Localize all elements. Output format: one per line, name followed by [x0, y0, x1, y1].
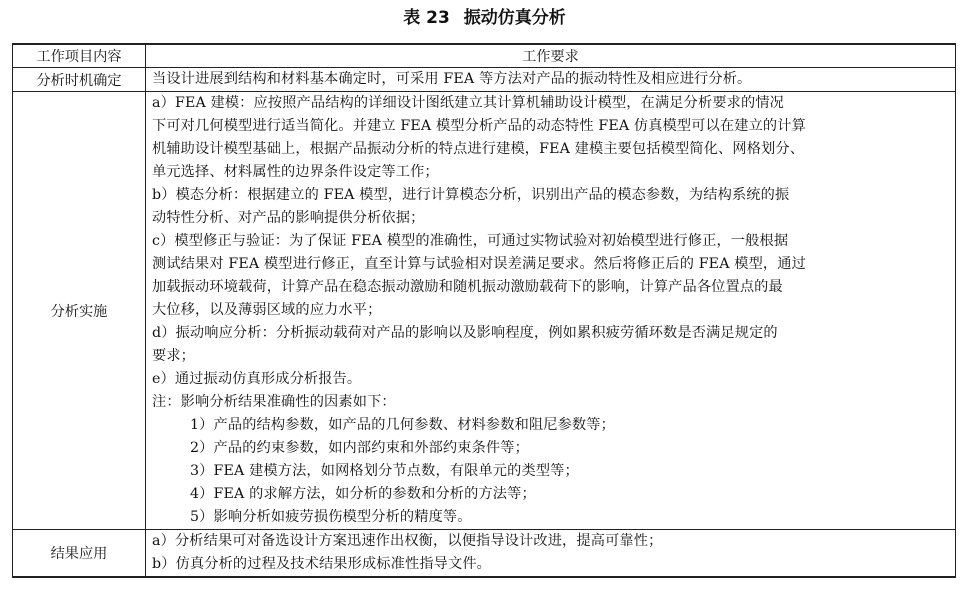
vibration-simulation-table: [12, 43, 956, 578]
table-title: 振动仿真分析: [463, 8, 566, 28]
impl-line: c）模型修正与验证：为了保证 FEA 模型的准确性，可通过实物试验对初始模型进行修正，一般根据: [152, 233, 789, 249]
impl-line: 动特性分析、对产品的影响提供分析依据；: [152, 210, 425, 226]
row-application-content: [146, 530, 956, 578]
impl-line: 测试结果对 FEA 模型进行修正，直至计算与试验相对误差满足要求。然后将修正后的 FEA 模型，通过: [152, 256, 806, 272]
impl-note-heading: 注：影响分析结果准确性的因素如下：: [152, 394, 396, 410]
impl-line: 大位移，以及薄弱区域的应力水平；: [152, 302, 382, 318]
impl-line: b）模态分析：根据建立的 FEA 模型，进行计算模态分析，识别出产品的模态参数，为结构系统的振: [152, 187, 790, 203]
row-implementation-label: 分析实施: [13, 92, 146, 530]
impl-note-item: 4）FEA 的求解方法，如分析的参数和分析的方法等；: [190, 486, 536, 502]
header-item: 工作项目内容: [13, 44, 146, 68]
impl-line: d）振动响应分析：分析振动载荷对产品的影响以及影响程度，例如累积疲劳循环数是否满足规定的: [152, 325, 778, 341]
row-implementation-content: [146, 92, 956, 530]
impl-line: e）通过振动仿真形成分析报告。: [152, 371, 362, 387]
row-timing-line: 当设计进展到结构和材料基本确定时，可采用 FEA 等方法对产品的振动特性及相应进行分析。: [152, 71, 752, 87]
header-requirement: 工作要求: [146, 44, 956, 68]
row-application: [13, 530, 956, 578]
impl-line: 机辅助设计模型基础上，根据产品振动分析的特点进行建模，FEA 建模主要包括模型简化、网格划分、: [152, 141, 805, 157]
impl-line: a）FEA 建模：应按照产品结构的详细设计图纸建立其计算机辅助设计模型，在满足分析要求的情况: [152, 95, 785, 111]
impl-note-item: 5）影响分析如疲劳损伤模型分析的精度等。: [190, 509, 472, 525]
row-timing-text: [146, 68, 956, 92]
app-line: b）仿真分析的过程及技术结果形成标准性指导文件。: [152, 556, 491, 572]
impl-line: 下可对几何模型进行适当简化。并建立 FEA 模型分析产品的动态特性 FEA 仿真模型可以在建立的计算: [152, 118, 806, 134]
table-caption: [0, 0, 969, 38]
impl-note-item: 2）产品的约束参数，如内部约束和外部约束条件等；: [190, 440, 529, 456]
app-line: a）分析结果可对备选设计方案迅速作出权衡，以便指导设计改进，提高可靠性；: [152, 533, 663, 549]
impl-line: 要求；: [152, 348, 196, 364]
row-implementation: [13, 92, 956, 530]
impl-note-item: 1）产品的结构参数，如产品的几何参数、材料参数和阻尼参数等；: [190, 417, 615, 433]
impl-line: 加载振动环境载荷，计算产品在稳态振动激励和随机振动激励载荷下的影响，计算产品各位置点的最: [152, 279, 783, 295]
table-number: 表 23: [403, 8, 450, 28]
row-application-label: 结果应用: [13, 530, 146, 578]
row-timing: [13, 68, 956, 92]
impl-note-item: 3）FEA 建模方法，如网格划分节点数，有限单元的类型等；: [190, 463, 579, 479]
row-timing-label: 分析时机确定: [13, 68, 146, 92]
impl-line: 单元选择、材料属性的边界条件设定等工作；: [152, 164, 439, 180]
table-header-row: [13, 44, 956, 68]
